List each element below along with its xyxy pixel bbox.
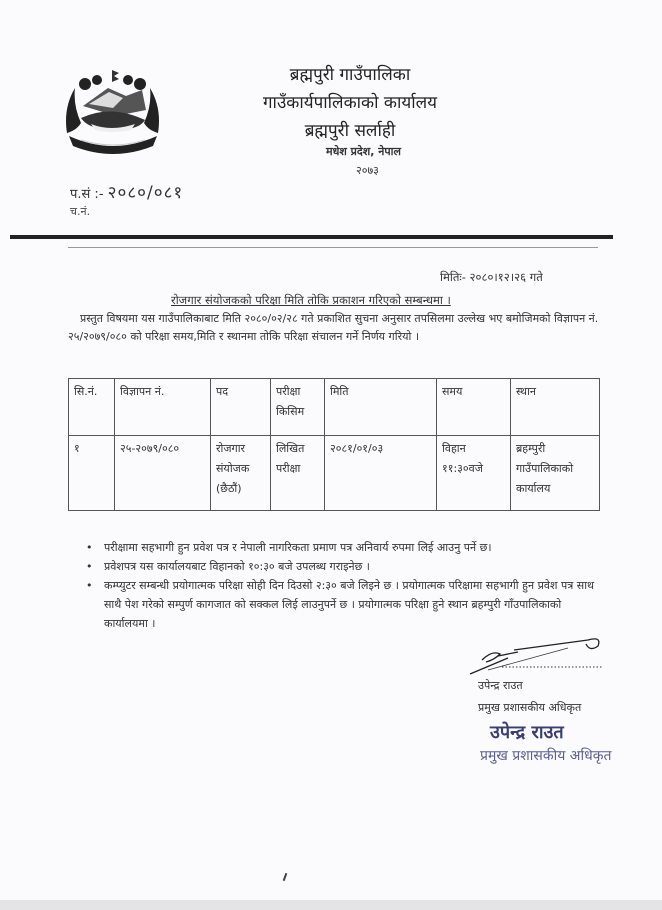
reference-value: २०८०/०८१ [107, 183, 184, 203]
note-item: • प्रवेशपत्र यस कार्यालयबाट विहानको १०:३० बजे उपलब्ध गराइनेछ । [86, 557, 606, 576]
office-title: गाउँकार्यपालिकाको कार्यालय [262, 93, 438, 113]
col-header-venue: स्थान [511, 379, 600, 436]
established-year: २०७३ [356, 164, 379, 177]
col-header-exam-type: परीक्षा किसिम [271, 379, 325, 436]
header-divider-thin [68, 247, 598, 248]
notes-list [86, 538, 606, 633]
office-location: ब्रह्मपुरी सर्लाही [304, 121, 396, 141]
cell-post: रोजगार संयोजक (छैठौं) [211, 436, 271, 511]
header-divider [10, 235, 613, 239]
office-province: मधेश प्रदेश, नेपाल [326, 145, 401, 158]
reference-number [70, 180, 183, 203]
nepal-emblem-icon [55, 66, 170, 156]
letter-body: प्रस्तुत विषयमा यस गाउँपालिकाबाट मिति २०८०/०२/२८ गते प्रकाशित सुचना अनुसार तपसिलमा उल्लेख भए बमोजिमको विज्ञापन नं. २५/२०७९/०८० को परिक्षा समय,मिति र स्थानमा तोकि परिक्षा संचालन गर्ने निर्णय गरियो । [68, 312, 599, 343]
col-header-time: समय [437, 379, 511, 436]
cell-serial: १ [69, 436, 115, 511]
cell-time: विहान ११:३०वजे [437, 436, 511, 511]
dispatch-number-label: च.नं. [70, 205, 91, 218]
scan-bottom-edge [0, 900, 662, 910]
scan-speck [283, 873, 288, 881]
cell-venue: ब्रहम्पुरी गाउँपालिकाको कार्यालय [511, 436, 600, 511]
col-header-post: पद [211, 379, 271, 436]
cell-exam-type: लिखित परीक्षा [271, 436, 325, 511]
exam-schedule-table [68, 378, 600, 511]
reference-label: प.सं :- [70, 187, 108, 202]
col-header-serial: सि.नं. [69, 379, 115, 436]
stamp-name: उपेन्द्र राउत [490, 722, 564, 743]
signatory-title: प्रमुख प्रशासकीय अधिकृत [478, 701, 582, 714]
signatory-name: उपेन्द्र राउत [478, 679, 523, 692]
note-item: • परीक्षामा सहभागी हुन प्रवेश पत्र र नेपाली नागरिकता प्रमाण पत्र अनिवार्य रुपमा लिई आउनु पर्ने छ। [86, 538, 606, 557]
cell-advert-no: २५-२०७९/०८० [115, 436, 211, 511]
office-name: ब्रह्मपुरी गाउँपालिका [289, 65, 411, 85]
table-row [69, 436, 600, 511]
col-header-advert-no: विज्ञापन नं. [115, 379, 211, 436]
table-header-row [69, 379, 600, 436]
letter-date: मितिः- २०८०।१२।२६ गते [440, 270, 543, 284]
signature-icon [468, 636, 608, 676]
stamp-title: प्रमुख प्रशासकीय अधिकृत [480, 748, 612, 764]
cell-date: २०८१/०१/०३ [325, 436, 437, 511]
col-header-date: मिति [325, 379, 437, 436]
note-item: • कम्प्युटर सम्बन्धी प्रयोगात्मक परिक्षा सोही दिन दिउसो २:३० बजे लिइने छ । प्रयोगात्मक परिक्षामा सहभागी हुन प्रवेश पत्र साथ साथै पेश गरेको सम्पुर्ण कागजात को सक्कल लिई लाउनुपर्ने छ । प्रयोगात्मक परिक्षा हुने स्थान ब्रहम्पुरी गाँउपालिकाको कार्यालयमा । [86, 576, 606, 633]
letter-subject: रोजगार संयोजकको परिक्षा मिति तोकि प्रकाशन गरिएको सम्बन्धमा । [171, 293, 451, 307]
